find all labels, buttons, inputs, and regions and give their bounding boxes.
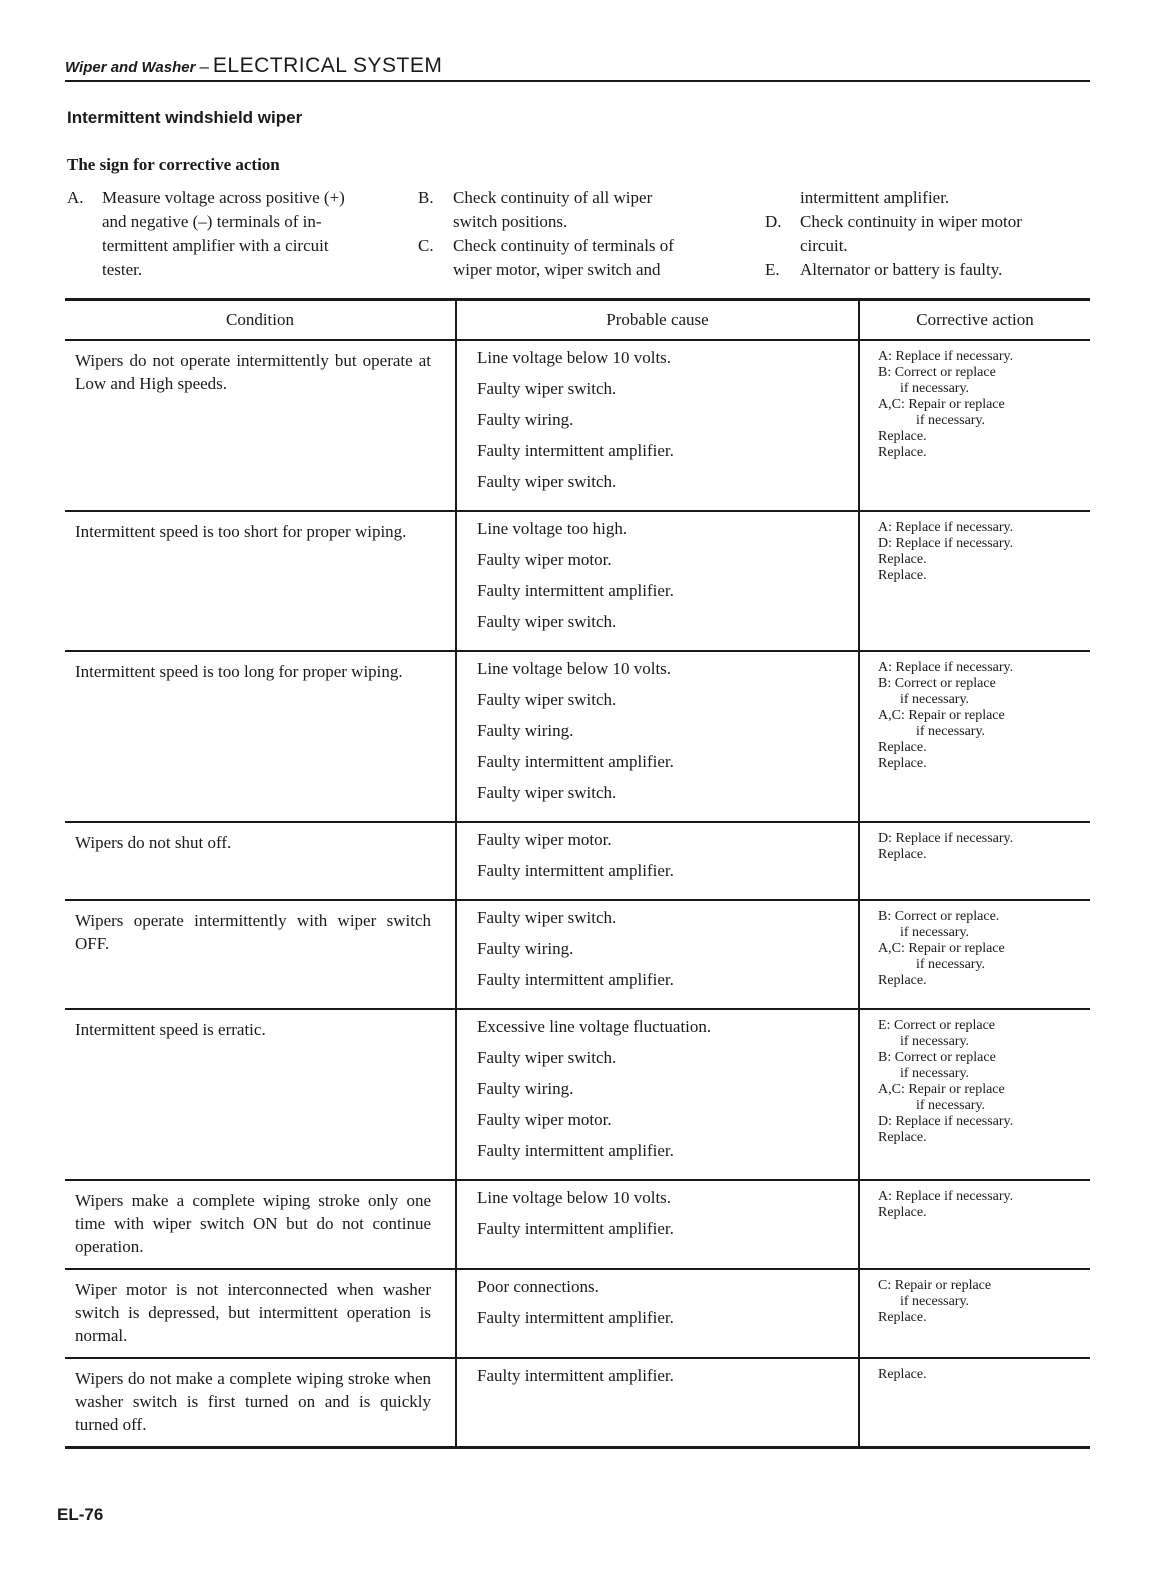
page-number: EL-76: [57, 1505, 104, 1524]
cause-item: Faulty wiper switch.: [477, 908, 617, 927]
action-line: Replace.: [878, 429, 927, 444]
cause-item: Faulty wiring.: [477, 721, 574, 740]
action-line: Replace.: [878, 740, 927, 755]
cause-cell: [456, 340, 859, 511]
action-line: Replace.: [878, 1367, 927, 1382]
step-key: E.: [765, 260, 780, 279]
troubleshooting-table: [65, 298, 1090, 1449]
action-line: Replace.: [878, 568, 927, 583]
table-row: [65, 1358, 1090, 1448]
cause-item: Faulty intermittent amplifier.: [477, 752, 674, 771]
sign-title: The sign for corrective action: [67, 155, 280, 174]
cause-item: Faulty intermittent amplifier.: [477, 970, 674, 989]
action-cell: [859, 651, 1090, 822]
action-line: if necessary.: [900, 1066, 970, 1081]
cause-item: Poor connections.: [477, 1277, 599, 1296]
step-line: Measure voltage across positive (+): [102, 188, 345, 207]
cause-cell: [456, 900, 859, 1009]
step-line: Alternator or battery is faulty.: [800, 260, 1003, 279]
cause-item: Faulty wiring.: [477, 410, 574, 429]
condition-cell: Wipers make a complete wiping stroke only one time with wiper switch ON but do not continue operation.: [75, 1191, 431, 1256]
step-b: [418, 186, 736, 234]
action-line: if necessary.: [916, 957, 986, 972]
action-cell: [859, 340, 1090, 511]
action-line: A,C: Repair or replace: [878, 397, 1005, 412]
action-line: if necessary.: [916, 1098, 986, 1113]
column-header-action: Corrective action: [859, 300, 1090, 341]
cause-item: Faulty wiring.: [477, 1079, 574, 1098]
action-cell: [859, 1358, 1090, 1448]
cause-item: Faulty wiper motor.: [477, 830, 612, 849]
action-line: A: Replace if necessary.: [878, 349, 1014, 364]
action-line: if necessary.: [916, 724, 986, 739]
step-line: and negative (–) terminals of in-: [102, 212, 322, 231]
action-line: D: Replace if necessary.: [878, 536, 1014, 551]
action-line: if necessary.: [900, 692, 970, 707]
table-row: [65, 900, 1090, 1009]
cause-cell: [456, 1009, 859, 1180]
cause-item: Faulty wiper switch.: [477, 472, 617, 491]
step-line: Check continuity in wiper motor: [800, 212, 1022, 231]
step-key: C.: [418, 236, 434, 255]
step-line: wiper motor, wiper switch and: [453, 260, 661, 279]
action-line: B: Correct or replace.: [878, 909, 1000, 924]
condition-cell: Wipers do not operate intermittently but operate at Low and High speeds.: [75, 351, 431, 393]
action-line: B: Correct or replace: [878, 1050, 996, 1065]
action-cell: [859, 1180, 1090, 1269]
cause-item: Faulty wiper switch.: [477, 1048, 617, 1067]
action-line: D: Replace if necessary.: [878, 831, 1014, 846]
action-line: Replace.: [878, 973, 927, 988]
table-row: [65, 340, 1090, 511]
cause-item: Faulty wiring.: [477, 939, 574, 958]
cause-item: Faulty wiper motor.: [477, 1110, 612, 1129]
table-row: [65, 651, 1090, 822]
cause-item: Excessive line voltage fluctuation.: [477, 1017, 712, 1036]
cause-cell: [456, 651, 859, 822]
step-line: Check continuity of terminals of: [453, 236, 674, 255]
cause-item: Line voltage below 10 volts.: [477, 1188, 672, 1207]
action-line: Replace.: [878, 445, 927, 460]
cause-item: Faulty wiper switch.: [477, 690, 617, 709]
table-row: [65, 1009, 1090, 1180]
action-line: Replace.: [878, 1205, 927, 1220]
table-header-row: [65, 300, 1090, 341]
step-line: switch positions.: [453, 212, 568, 231]
step-a: [67, 186, 385, 282]
condition-cell: Intermittent speed is erratic.: [75, 1020, 266, 1039]
table-row: [65, 511, 1090, 651]
action-cell: [859, 822, 1090, 900]
section-title: Intermittent windshield wiper: [67, 108, 303, 127]
cause-item: Faulty wiper switch.: [477, 612, 617, 631]
steps-column-1: [67, 186, 385, 282]
action-line: E: Correct or replace: [878, 1018, 995, 1033]
cause-item: Faulty intermittent amplifier.: [477, 581, 674, 600]
steps-column-2: [418, 186, 736, 282]
cause-item: Faulty intermittent amplifier.: [477, 1366, 674, 1385]
action-line: Replace.: [878, 847, 927, 862]
steps-column-3: [765, 186, 1085, 282]
step-key: A.: [67, 188, 84, 207]
action-line: A: Replace if necessary.: [878, 1189, 1014, 1204]
cause-item: Faulty wiper switch.: [477, 783, 617, 802]
step-d: [765, 210, 1085, 258]
action-cell: [859, 1269, 1090, 1358]
action-line: B: Correct or replace: [878, 676, 996, 691]
condition-cell: Wipers do not shut off.: [75, 833, 232, 852]
action-cell: [859, 1009, 1090, 1180]
condition-cell: Wipers operate intermittently with wiper switch OFF.: [75, 911, 431, 953]
action-line: if necessary.: [900, 381, 970, 396]
cause-cell: [456, 822, 859, 900]
header-title: ELECTRICAL SYSTEM: [212, 54, 443, 77]
cause-item: Line voltage below 10 volts.: [477, 659, 672, 678]
action-line: if necessary.: [916, 413, 986, 428]
cause-item: Faulty wiper motor.: [477, 550, 612, 569]
cause-cell: [456, 1180, 859, 1269]
action-line: A,C: Repair or replace: [878, 708, 1005, 723]
action-line: A: Replace if necessary.: [878, 520, 1014, 535]
action-line: A,C: Repair or replace: [878, 1082, 1005, 1097]
cause-cell: [456, 1358, 859, 1448]
action-line: C: Repair or replace: [878, 1278, 992, 1293]
cause-item: Line voltage too high.: [477, 519, 628, 538]
action-line: A,C: Repair or replace: [878, 941, 1005, 956]
action-line: Replace.: [878, 552, 927, 567]
step-line: termittent amplifier with a circuit: [102, 236, 329, 255]
column-header-condition: Condition: [65, 300, 456, 341]
step-line: Check continuity of all wiper: [453, 188, 653, 207]
action-line: Replace.: [878, 1310, 927, 1325]
condition-cell: Intermittent speed is too long for proper wiping.: [75, 662, 403, 681]
action-cell: [859, 511, 1090, 651]
step-key: D.: [765, 212, 782, 231]
table-row: [65, 1269, 1090, 1358]
action-line: B: Correct or replace: [878, 365, 996, 380]
step-line: tester.: [102, 260, 143, 279]
condition-cell: Wipers do not make a complete wiping stroke when washer switch is first turned on and is quickly turned off.: [75, 1369, 431, 1434]
condition-cell: Wiper motor is not interconnected when washer switch is depressed, but intermittent operation is normal.: [75, 1280, 431, 1345]
cause-item: Faulty intermittent amplifier.: [477, 1141, 674, 1160]
page-header: [65, 54, 1090, 82]
action-line: if necessary.: [900, 1294, 970, 1309]
header-subtitle: Wiper and Washer: [65, 59, 196, 76]
table-row: [65, 1180, 1090, 1269]
cause-item: Faulty wiper switch.: [477, 379, 617, 398]
step-c: [418, 234, 736, 282]
action-line: if necessary.: [900, 1034, 970, 1049]
cause-item: Faulty intermittent amplifier.: [477, 1219, 674, 1238]
column-header-cause: Probable cause: [456, 300, 859, 341]
step-e: [765, 258, 1085, 282]
action-line: if necessary.: [900, 925, 970, 940]
action-line: A: Replace if necessary.: [878, 660, 1014, 675]
action-cell: [859, 900, 1090, 1009]
step-key: B.: [418, 188, 434, 207]
action-line: Replace.: [878, 756, 927, 771]
cause-cell: [456, 511, 859, 651]
cause-item: Faulty intermittent amplifier.: [477, 441, 674, 460]
cause-item: Faulty intermittent amplifier.: [477, 1308, 674, 1327]
action-line: Replace.: [878, 1130, 927, 1145]
step-line: circuit.: [800, 236, 848, 255]
cause-cell: [456, 1269, 859, 1358]
cause-item: Faulty intermittent amplifier.: [477, 861, 674, 880]
cause-item: Line voltage below 10 volts.: [477, 348, 672, 367]
header-separator: –: [199, 57, 209, 76]
action-line: D: Replace if necessary.: [878, 1114, 1014, 1129]
step-c-continued: intermittent amplifier.: [800, 188, 950, 207]
condition-cell: Intermittent speed is too short for proper wiping.: [75, 522, 407, 541]
table-row: [65, 822, 1090, 900]
